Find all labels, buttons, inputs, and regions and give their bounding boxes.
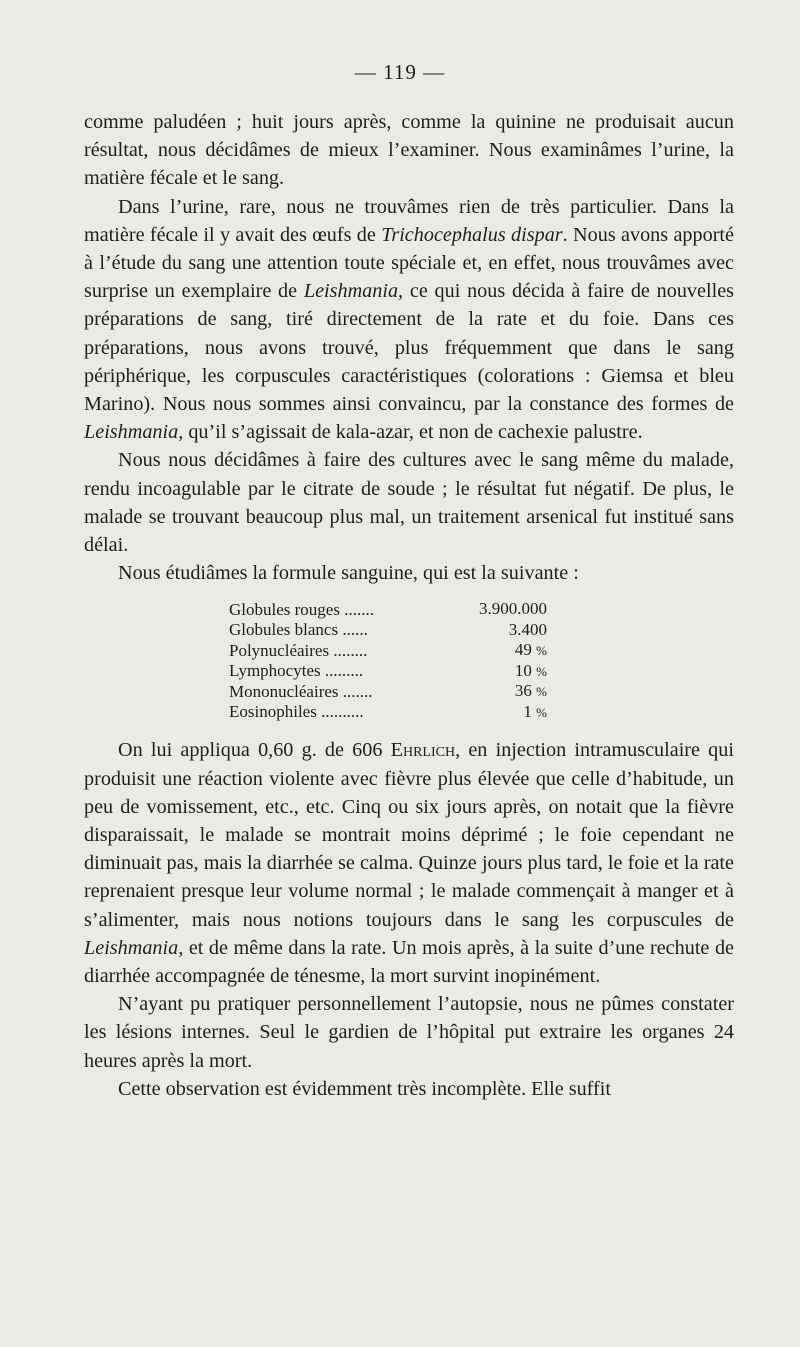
paragraph-5-text-a: On lui appliqua 0,60 g. de 606 [118,739,391,762]
paragraph-3: Nous nous décidâmes à faire des cultures avec le sang même du malade, rendu incoagulable par le citrate de soude ; le résultat fut négatif. De plus, le malade se trouvant beaucoup plus mal, un traitement arsenical fut institué sans délai. [84,449,734,557]
blood-cell-label: Globules rouges ....... [229,599,374,619]
value-unit: % [536,704,547,720]
paragraph-5-text-c: et de même dans la rate. Un mois après, à la suite d’une rechute de diarrhée accompagnée de ténesme, la mort survint inopinément. [84,936,734,988]
value-unit: % [536,663,547,679]
paragraph-7: Cette observation est évidemment très incomplète. Elle suffit [118,1077,611,1100]
paragraph-2-text-a: Dans l’urine, rare, nous ne trouvâmes rien de très particulier. Dans la matière fécale il y avait des œufs de [84,195,734,246]
paragraph-1: comme paludéen ; huit jours après, comme la quinine ne produisait aucun résultat, nous décidâmes de mieux l’examiner. Nous examinâmes l’urine, la matière fécale et le sang. [84,111,734,190]
table-row [229,681,569,702]
blood-cell-label: Lymphocytes ......... [229,661,364,681]
paragraph-2-text-c: ce qui nous décida à faire de nouvelles préparations de sang, tiré directement de la rate et du foie. Dans ces préparations, nous avons trouvé, plus fréquemment que dans le sang périphérique, les corpuscules caractéristiques (colorations : Giemsa et bleu Marino). Nous nous sommes ainsi convaincu, par la constance des formes de [84,280,735,416]
blood-cell-value [469,640,569,661]
paragraph-2 [84,193,734,447]
value-unit: % [536,684,547,700]
species-name-leishmania: Leishmania, [84,936,184,959]
page-number: — 119 — [354,60,446,84]
value-unit: % [536,643,547,659]
species-name-leishmania: Leishmania, [84,421,184,444]
table-row [229,620,569,641]
table-row [229,640,569,661]
value-number: 10 [514,660,532,680]
body-text [84,108,734,1103]
table-row [229,702,569,723]
paragraph-5 [84,736,734,990]
species-name-trichocephalus: Trichocephalus dispar [381,223,563,246]
blood-cell-label: Mononucléaires ....... [229,681,373,701]
value-number: 1 [523,701,532,721]
species-name-leishmania: Leishmania, [303,280,404,303]
paragraph-4: Nous étudiâmes la formule sanguine, qui est la suivante : [118,562,579,585]
value-number: 3.900.000 [479,599,547,619]
blood-cell-value [469,599,569,620]
value-number: 3.400 [508,619,547,639]
paragraph-5-text-b: , en injection intramusculaire qui produisit une réaction violente avec fièvre plus élevée que celle d’habitude, un peu de vomissement, etc., etc. Cinq ou six jours après, on notait que la fièvre disparaissait, le malade se montrait moins déprimé ; le foie cependant ne diminuait pas, mais la diarrhée se calma. Quinze jours plus tard, le foie et la rate reprenaient presque leur volume normal ; le malade commençait à manger et à s’alimenter, mais nous notions toujours dans le sang les corpuscules de [84,739,734,931]
blood-formula-table [229,599,569,722]
table-row [229,599,569,620]
blood-cell-label: Globules blancs ...... [229,620,368,640]
paragraph-2-text-d: qu’il s’agissait de kala-azar, et non de cachexie palustre. [183,421,643,444]
value-number: 36 [514,681,532,701]
blood-cell-label: Eosinophiles .......... [229,702,364,722]
blood-cell-value [469,661,569,682]
blood-cell-value [469,620,569,641]
table-row [229,661,569,682]
blood-cell-value [469,702,569,723]
paragraph-6: N’ayant pu pratiquer personnellement l’autopsie, nous ne pûmes constater les lésions internes. Seul le gardien de l’hôpital put extraire les organes 24 heures après la mort. [84,993,734,1072]
paragraph-2-text-b: . Nous avons apporté à l’étude du sang une attention toute spéciale et, en effet, nous trouvâmes avec surprise un exemplaire de [84,223,734,303]
blood-cell-value [469,681,569,702]
value-number: 49 [514,640,532,660]
blood-cell-label: Polynucléaires ........ [229,640,368,660]
author-name-ehrlich: Ehrlich [390,739,456,762]
